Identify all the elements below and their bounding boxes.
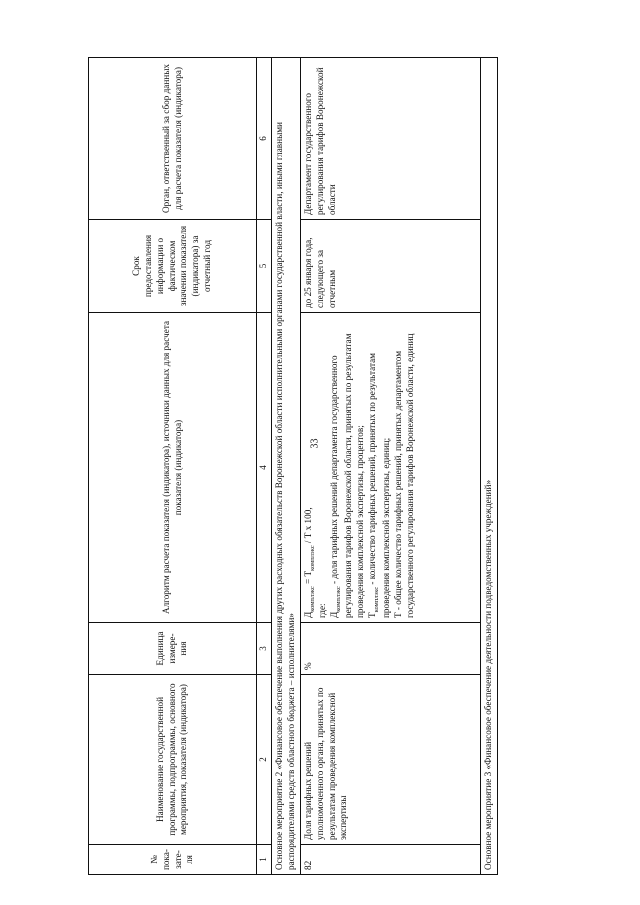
row-unit: % (300, 623, 480, 675)
header-unit: Единица измере-ния (89, 623, 257, 675)
col-num-2: 2 (257, 675, 272, 845)
header-algorithm: Алгоритм расчета показателя (индикатора), источники данных для расчета показателя (индикатора) (89, 313, 257, 623)
definition-t-complex: $Т_{комплэкс}$ - количество тарифных решений, принятых по результатам проведения комплексной экспертизы, единиц; (366, 353, 392, 618)
indicator-table (88, 57, 498, 875)
table-header-row (89, 58, 257, 875)
column-number-row (257, 58, 272, 875)
header-name: Наименование государственной программы, подпрограммы, основного мероприятия, показателя (индикатора) (89, 675, 257, 845)
rotated-table-container (88, 58, 492, 875)
col-num-1: 1 (257, 845, 272, 875)
definition-t-total: Т - общее количество тарифных решений, принятых департаментом государственного регулирования тарифов Воронежской области, единиц (393, 333, 416, 618)
col-num-3: 3 (257, 623, 272, 675)
section-row-3 (480, 58, 497, 875)
definition-d: $Д_{комплэкс}$ - доля тарифных решений департамента государственного регулирования тарифов Воронежской области, принятых по результатам проведения комплексной экспертизы, процентов; (328, 333, 366, 618)
formula: $Д_{комплэкс} = Т_{комплэкс} / Т$ х 100, (302, 507, 316, 618)
formula-where: где: (316, 603, 327, 618)
header-indicator-number: № пока-зате-ля (89, 845, 257, 875)
header-responsible-body: Орган, ответственный за сбор данных для расчета показателя (индикатора) (89, 58, 257, 220)
col-num-4: 4 (257, 313, 272, 623)
section-2-title: Основное мероприятие 2 «Финансовое обеспечение выполнения других расходных обязательств Воронежской области исполнительными органами государственной власти, иными главными распорядителями средств областного бюджета – исполнителями» (271, 58, 300, 875)
header-deadline: Срок предоставления информации о фактическом значении показателя (индикатора) за отчетный год (89, 220, 257, 313)
row-algorithm (300, 313, 480, 623)
row-id: 82 (300, 845, 480, 875)
page-number: 33 (309, 438, 321, 449)
row-name: Доля тарифных решений уполномоченного органа, принятых по результатам проведения комплексной экспертизы (300, 675, 480, 845)
col-num-6: 6 (257, 58, 272, 220)
col-num-5: 5 (257, 220, 272, 313)
row-deadline: до 25 января года, следующего за отчетным (300, 220, 480, 313)
row-responsible-body: Департамент государственного регулирования тарифов Воронежской области (300, 58, 480, 220)
table-row (300, 58, 480, 875)
section-row-2 (271, 58, 300, 875)
section-3-title: Основное мероприятие 3 «Финансовое обеспечение деятельности подведомственных учреждений» (480, 58, 497, 875)
